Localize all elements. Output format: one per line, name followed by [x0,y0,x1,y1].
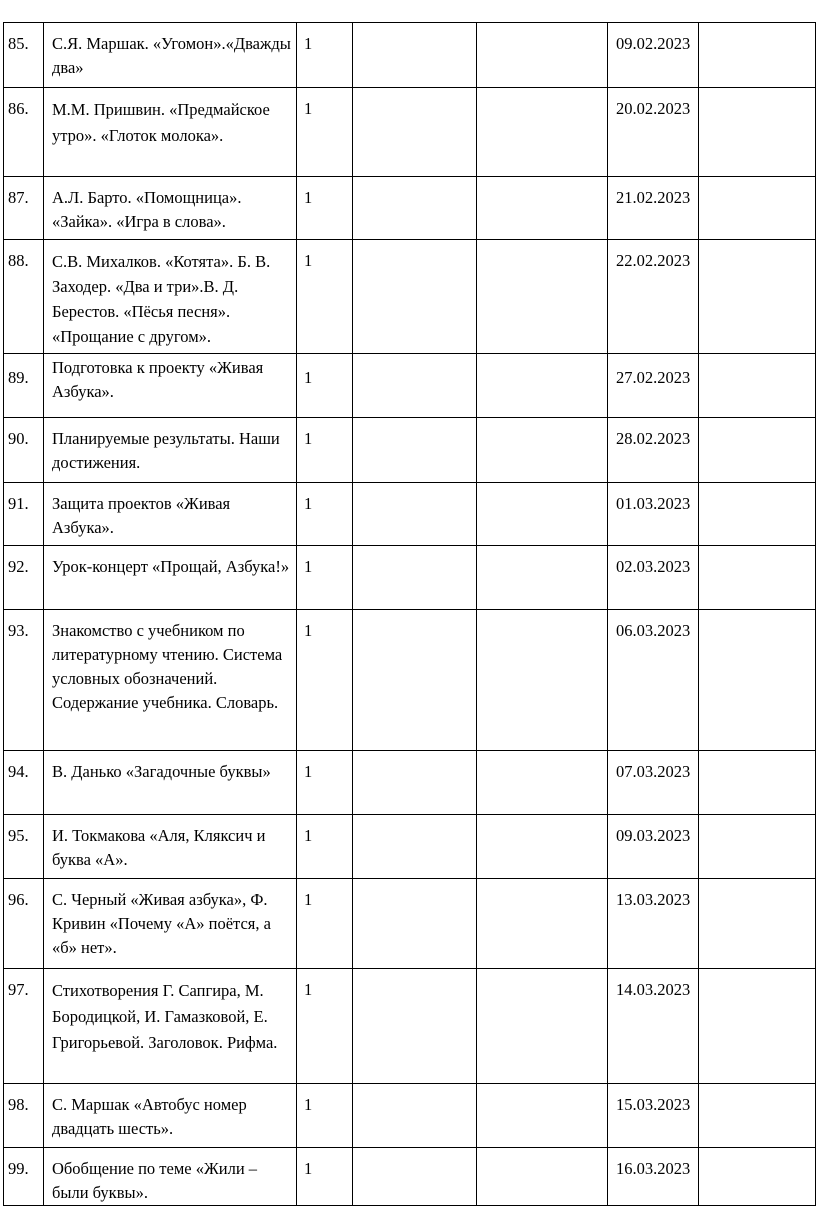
table-row [4,177,816,240]
empty-cell [699,879,816,969]
empty-cell [477,354,608,418]
lesson-date: 09.03.2023 [608,815,699,879]
lesson-number: 86. [4,88,44,177]
lesson-topic: С.В. Михалков. «Котята». Б. В. Заходер. «Два и три».В. Д. Берестов. «Пёсья песня». «Прощание с другом». [44,240,297,354]
lesson-hours: 1 [297,815,353,879]
table-row [4,354,816,418]
empty-cell [353,418,477,483]
empty-cell [699,1084,816,1148]
lesson-topic: В. Данько «Загадочные буквы» [44,751,297,815]
empty-cell [699,1148,816,1206]
empty-cell [353,815,477,879]
lesson-topic: Урок-концерт «Прощай, Азбука!» [44,546,297,610]
lesson-number: 88. [4,240,44,354]
lesson-topic: Защита проектов «Живая Азбука». [44,483,297,546]
lesson-hours: 1 [297,354,353,418]
lesson-date: 20.02.2023 [608,88,699,177]
table-row [4,483,816,546]
table-row [4,815,816,879]
lesson-hours: 1 [297,418,353,483]
table-row [4,751,816,815]
empty-cell [477,418,608,483]
lesson-number: 92. [4,546,44,610]
lesson-topic: С. Маршак «Автобус номер двадцать шесть». [44,1084,297,1148]
lesson-hours: 1 [297,610,353,751]
lesson-date: 09.02.2023 [608,23,699,88]
table-row [4,418,816,483]
empty-cell [699,969,816,1084]
lesson-number: 94. [4,751,44,815]
table-row [4,1148,816,1206]
lesson-hours: 1 [297,240,353,354]
lesson-number: 95. [4,815,44,879]
table-row [4,969,816,1084]
lesson-date: 07.03.2023 [608,751,699,815]
lesson-hours: 1 [297,23,353,88]
lesson-date: 16.03.2023 [608,1148,699,1206]
table-row [4,610,816,751]
lesson-topic: Подготовка к проекту «Живая Азбука». [44,354,297,418]
empty-cell [699,354,816,418]
empty-cell [477,546,608,610]
lesson-date: 15.03.2023 [608,1084,699,1148]
empty-cell [353,483,477,546]
empty-cell [477,177,608,240]
lesson-hours: 1 [297,969,353,1084]
lesson-hours: 1 [297,1148,353,1206]
lesson-number: 97. [4,969,44,1084]
empty-cell [699,418,816,483]
empty-cell [353,240,477,354]
table-row [4,240,816,354]
empty-cell [353,354,477,418]
lesson-plan-table [3,22,816,1206]
empty-cell [477,610,608,751]
empty-cell [353,879,477,969]
table-row [4,546,816,610]
lesson-topic: М.М. Пришвин. «Предмайское утро». «Глоток молока». [44,88,297,177]
lesson-number: 89. [4,354,44,418]
empty-cell [477,88,608,177]
empty-cell [477,483,608,546]
lesson-hours: 1 [297,177,353,240]
empty-cell [699,240,816,354]
lesson-date: 02.03.2023 [608,546,699,610]
lesson-topic: И. Токмакова «Аля, Кляксич и буква «А». [44,815,297,879]
empty-cell [699,610,816,751]
empty-cell [353,969,477,1084]
lesson-topic: С.Я. Маршак. «Угомон».«Дважды два» [44,23,297,88]
lesson-hours: 1 [297,1084,353,1148]
empty-cell [699,88,816,177]
empty-cell [477,969,608,1084]
empty-cell [477,815,608,879]
lesson-number: 99. [4,1148,44,1206]
lesson-date: 14.03.2023 [608,969,699,1084]
lesson-hours: 1 [297,88,353,177]
empty-cell [699,177,816,240]
lesson-number: 96. [4,879,44,969]
lesson-number: 98. [4,1084,44,1148]
empty-cell [353,546,477,610]
lesson-date: 13.03.2023 [608,879,699,969]
lesson-date: 01.03.2023 [608,483,699,546]
empty-cell [477,1148,608,1206]
lesson-date: 22.02.2023 [608,240,699,354]
empty-cell [699,751,816,815]
empty-cell [699,546,816,610]
empty-cell [353,1084,477,1148]
empty-cell [699,23,816,88]
table-row [4,23,816,88]
empty-cell [477,23,608,88]
table-row [4,879,816,969]
lesson-hours: 1 [297,546,353,610]
lesson-number: 85. [4,23,44,88]
table-row [4,88,816,177]
lesson-hours: 1 [297,879,353,969]
lesson-date: 27.02.2023 [608,354,699,418]
empty-cell [353,23,477,88]
lesson-topic: Знакомство с учебником по литературному чтению. Система условных обозначений. Содержание учебника. Словарь. [44,610,297,751]
lesson-hours: 1 [297,483,353,546]
empty-cell [699,815,816,879]
lesson-date: 21.02.2023 [608,177,699,240]
lesson-topic: А.Л. Барто. «Помощница». «Зайка». «Игра в слова». [44,177,297,240]
lesson-topic: Стихотворения Г. Сапгира, М. Бородицкой, И. Гамазковой, Е. Григорьевой. Заголовок. Рифма. [44,969,297,1084]
lesson-number: 87. [4,177,44,240]
lesson-topic: Планируемые результаты. Наши достижения. [44,418,297,483]
lesson-number: 91. [4,483,44,546]
lesson-date: 06.03.2023 [608,610,699,751]
empty-cell [477,751,608,815]
table-row [4,1084,816,1148]
lesson-date: 28.02.2023 [608,418,699,483]
empty-cell [477,240,608,354]
lesson-number: 90. [4,418,44,483]
empty-cell [353,1148,477,1206]
empty-cell [699,483,816,546]
lesson-topic: Обобщение по теме «Жили – были буквы». [44,1148,297,1206]
empty-cell [353,751,477,815]
empty-cell [353,88,477,177]
empty-cell [353,177,477,240]
lesson-number: 93. [4,610,44,751]
lesson-topic: С. Черный «Живая азбука», Ф. Кривин «Почему «А» поётся, а «б» нет». [44,879,297,969]
lesson-hours: 1 [297,751,353,815]
empty-cell [477,879,608,969]
empty-cell [353,610,477,751]
empty-cell [477,1084,608,1148]
